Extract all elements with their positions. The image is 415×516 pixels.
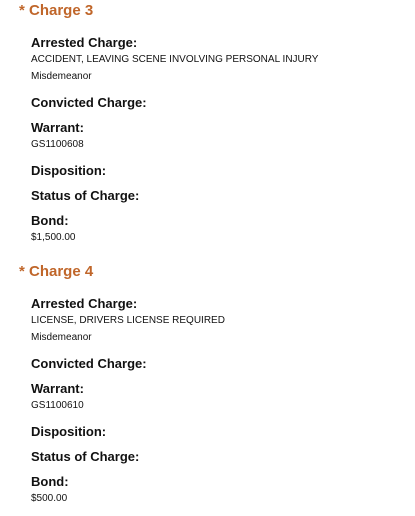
- arrested-charge-label: Arrested Charge:: [31, 296, 138, 311]
- charge-3-header: * Charge 3: [19, 2, 94, 19]
- charge-3-details: [31, 35, 415, 246]
- charge-4-header: * Charge 4: [19, 263, 94, 280]
- disposition-label: Disposition:: [31, 424, 107, 439]
- arrested-charge-value: ACCIDENT, LEAVING SCENE INVOLVING PERSONAL INJURY: [31, 54, 319, 65]
- warrant-label: Warrant:: [31, 381, 84, 396]
- convicted-charge-label: Convicted Charge:: [31, 356, 147, 371]
- bond-value: $1,500.00: [31, 232, 76, 243]
- bond-value: $500.00: [31, 493, 68, 504]
- warrant-value: GS1100610: [31, 400, 84, 411]
- charge-4-details: [31, 296, 415, 507]
- convicted-charge-label: Convicted Charge:: [31, 95, 147, 110]
- arrested-charge-class: Misdemeanor: [31, 332, 92, 343]
- arrested-charge-label: Arrested Charge:: [31, 35, 138, 50]
- warrant-label: Warrant:: [31, 120, 84, 135]
- arrested-charge-class: Misdemeanor: [31, 71, 92, 82]
- bond-label: Bond:: [31, 213, 69, 228]
- disposition-label: Disposition:: [31, 163, 107, 178]
- status-of-charge-label: Status of Charge:: [31, 188, 140, 203]
- status-of-charge-label: Status of Charge:: [31, 449, 140, 464]
- bond-label: Bond:: [31, 474, 69, 489]
- warrant-value: GS1100608: [31, 139, 84, 150]
- arrested-charge-value: LICENSE, DRIVERS LICENSE REQUIRED: [31, 315, 225, 326]
